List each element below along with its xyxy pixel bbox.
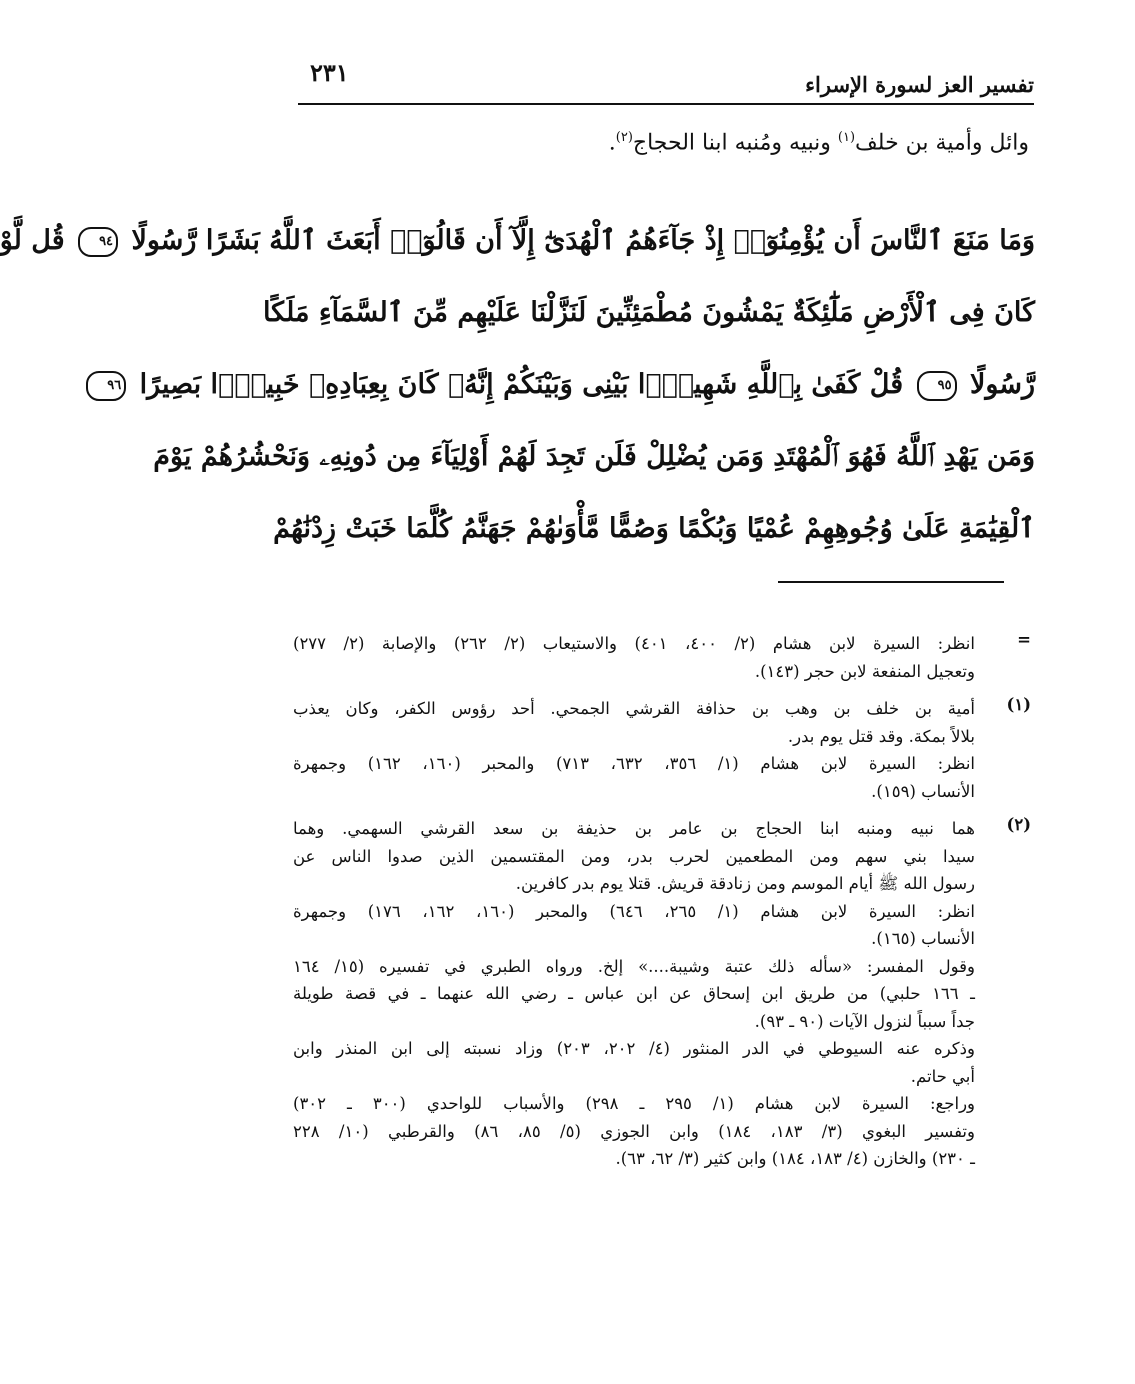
footnote-line: أمية بن خلف بن وهب بن حذافة القرشي الجمحي. أحد رؤوس الكفر، وكان يعذب bbox=[293, 699, 975, 718]
footnote-line: وذكره عنه السيوطي في الدر المنثور (٤/ ٢٠٢، ٢٠٣) وزاد نسبته إلى ابن المنذر وابن bbox=[293, 1039, 975, 1058]
page-number: ٢٣١ bbox=[310, 58, 349, 87]
intro-line bbox=[289, 130, 1029, 155]
verse-text: قُل لَّوْ bbox=[0, 225, 65, 256]
footnote-line: سيدا بني سهم ومن المطعمين لحرب بدر، ومن المقتسمين الذين صدوا الناس عن bbox=[293, 846, 975, 866]
footnote-paragraph bbox=[293, 750, 975, 805]
verse-line bbox=[273, 493, 1035, 565]
footnote-marker: (٢) bbox=[1006, 815, 1031, 834]
verse-text: قُلْ كَفَىٰ بِٱللَّهِ شَهِيدًۢا بَيْنِى وَبَيْنَكُمْ إِنَّهُۥ كَانَ بِعِبَادِهِۦ خَبِيرًۢا بَصِيرًا bbox=[139, 369, 904, 400]
verse-line bbox=[262, 277, 1035, 349]
footnote-line: انظر: السيرة لابن هشام (١/ ٣٥٦، ٦٣٢، ٧١٣) والمحبر (١٦٠، ١٦٢) وجمهرة bbox=[293, 754, 976, 773]
verse-text: وَمَن يَهْدِ ٱللَّهُ فَهُوَ ٱلْمُهْتَدِ وَمَن يُضْلِلْ فَلَن تَجِدَ لَهُمْ أَوْلِيَآءَ مِن دُونِهِۦ وَنَحْشُرُهُمْ يَوْمَ bbox=[153, 441, 1035, 472]
verse-text: ٱلْقِيَٰمَةِ عَلَىٰ وُجُوهِهِمْ عُمْيًا وَبُكْمًا وَصُمًّا مَّأْوَىٰهُمْ جَهَنَّمُ كُلَّمَا خَبَتْ زِدْنَٰهُمْ bbox=[273, 513, 1035, 544]
quran-verses bbox=[0, 205, 1035, 565]
footnote-line: وقول المفسر: «سأله ذلك عتبة وشيبة....» إلخ. ورواه الطبري في تفسيره (١٥/ ١٦٤ bbox=[293, 956, 975, 976]
footnote-paragraph bbox=[293, 953, 975, 1036]
footnote-line: هما نبيه ومنبه ابنا الحجاج بن عامر بن حذيفة بن سعد القرشي السهمي. وهما bbox=[293, 819, 975, 838]
intro-end: . bbox=[608, 130, 616, 156]
footnote-ref-2[interactable]: (٢) bbox=[615, 130, 633, 145]
verse-text: كَانَ فِى ٱلْأَرْضِ مَلَٰٓئِكَةٌ يَمْشُونَ مُطْمَئِنِّينَ لَنَزَّلْنَا عَلَيْهِم مِّنَ ٱلسَّمَآءِ مَلَكًا bbox=[262, 297, 1035, 328]
footnote-line: الأنساب (١٦٥). bbox=[871, 929, 975, 948]
verse-line bbox=[0, 205, 1035, 277]
footnote-line: الأنساب (١٥٩). bbox=[871, 781, 975, 801]
intro-text: وائل وأمية بن خلف bbox=[855, 130, 1029, 156]
verse-line bbox=[153, 421, 1035, 493]
footnote-line: أبي حاتم. bbox=[910, 1066, 975, 1086]
running-header bbox=[298, 58, 1034, 108]
footnote-paragraph bbox=[293, 1035, 975, 1090]
footnote-2 bbox=[293, 815, 1035, 1173]
footnote-paragraph bbox=[293, 630, 975, 685]
verse-line bbox=[107, 349, 1035, 421]
footnote-0 bbox=[293, 630, 1035, 685]
footnote-line: انظر: السيرة لابن هشام (٢/ ٤٠٠، ٤٠١) والاستيعاب (٢/ ٢٦٢) والإصابة (٢/ ٢٧٧) bbox=[293, 634, 975, 653]
footnote-1 bbox=[293, 695, 1035, 805]
header-rule bbox=[298, 103, 1034, 105]
footnote-paragraph bbox=[293, 815, 975, 898]
ayah-number-marker: ٩٤ bbox=[78, 227, 118, 257]
footnote-line: وتعجيل المنفعة لابن حجر (١٤٣). bbox=[754, 661, 975, 681]
footnote-ref-1[interactable]: (١) bbox=[837, 130, 856, 145]
footnote-line: انظر: السيرة لابن هشام (١/ ٢٦٥، ٦٤٦) والمحبر (١٦٠، ١٦٢، ١٧٦) وجمهرة bbox=[293, 901, 976, 921]
footnote-line: بلالاً بمكة. وقد قتل يوم بدر. bbox=[787, 726, 975, 746]
footnote-line: وراجع: السيرة لابن هشام (١/ ٢٩٥ ـ ٢٩٨) والأسباب للواحدي (٣٠٠ ـ ٣٠٢) bbox=[293, 1094, 976, 1113]
footnote-line: رسول الله ﷺ أيام الموسم ومن زنادقة قريش. قتلا يوم بدر كافرين. bbox=[515, 874, 975, 893]
footnote-separator bbox=[778, 581, 1004, 583]
footnote-line: ـ ١٦٦ حلبي) من طريق ابن إسحاق عن ابن عباس ـ رضي الله عنهما ـ في قصة طويلة bbox=[293, 984, 975, 1003]
footnotes bbox=[293, 630, 1035, 1183]
footnote-paragraph bbox=[293, 1090, 975, 1173]
ayah-number-marker: ٩٦ bbox=[86, 371, 126, 401]
footnote-paragraph bbox=[293, 695, 975, 750]
footnote-marker: = bbox=[1017, 630, 1031, 649]
footnote-line: ـ ٢٣٠) والخازن (٤/ ١٨٣، ١٨٤) وابن كثير (٣/ ٦٢، ٦٣). bbox=[615, 1149, 975, 1168]
footnote-paragraph bbox=[293, 898, 975, 953]
footnote-line: جداً سبباً لنزول الآيات (٩٠ ـ ٩٣). bbox=[754, 1011, 975, 1031]
verse-text: وَمَا مَنَعَ ٱلنَّاسَ أَن يُؤْمِنُوٓا۟ إِذْ جَآءَهُمُ ٱلْهُدَىٰٓ إِلَّآ أَن قَالُوٓا۟ أَبَعَثَ ٱللَّهُ بَشَرًا رَّسُولًا bbox=[131, 225, 1035, 256]
intro-text-2: ونبيه ومُنبه ابنا الحجاج bbox=[632, 130, 838, 156]
ayah-number-marker: ٩٥ bbox=[917, 371, 957, 401]
running-title: تفسير العز لسورة الإسراء bbox=[805, 72, 1034, 97]
footnote-marker: (١) bbox=[1006, 695, 1031, 714]
verse-text: رَّسُولًا bbox=[969, 369, 1035, 400]
footnote-line: وتفسير البغوي (٣/ ١٨٣، ١٨٤) وابن الجوزي (٥/ ٨٥، ٨٦) والقرطبي (١٠/ ٢٢٨ bbox=[293, 1121, 975, 1141]
